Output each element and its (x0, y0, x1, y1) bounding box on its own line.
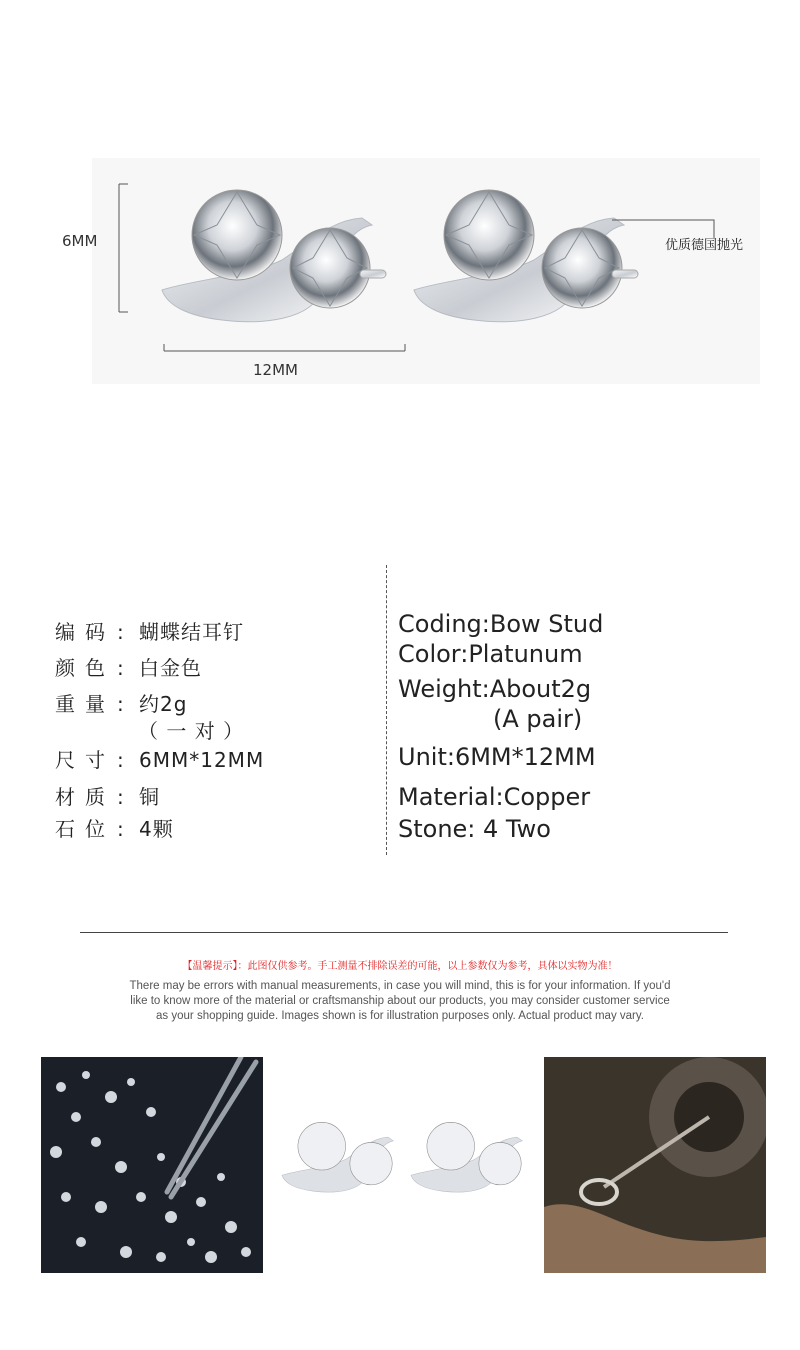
spec-cn-material: 材质 : 铜 (55, 785, 160, 809)
spec-en-material: Material:Copper (398, 783, 591, 811)
spec-cn-coding: 编码 : 蝴蝶结耳钉 (55, 620, 244, 644)
loose-diamonds-photo (41, 1057, 263, 1273)
spec-en-coding: Coding:Bow Stud (398, 610, 604, 638)
earrings-pair-photo (276, 1057, 531, 1273)
earring-left (162, 190, 386, 322)
notice-en-line-1: There may be errors with manual measurements, in case you will mind, this is for your information. If you'd (129, 980, 671, 992)
notice-en-line-3: as your shopping guide. Images shown is for illustration purposes only. Actual product may vary. (156, 1010, 644, 1022)
bow-earrings-illustration (92, 158, 760, 384)
spec-cn-stone: 石位 : 4颗 (55, 817, 174, 841)
spec-en-weight-note: (A pair) (493, 705, 583, 733)
spec-cn-weight: 重量 : 约2g (55, 692, 188, 716)
height-dimension-line (119, 184, 128, 312)
spec-cn-size: 尺寸 : 6MM*12MM (55, 748, 265, 772)
spec-en-unit: Unit:6MM*12MM (398, 743, 596, 771)
product-hero-image (92, 158, 760, 384)
notice-cn: 【温馨提示】：此图仅供参考。手工测量不排除误差的可能，以上参数仅为参考，具体以实物为准！ (182, 961, 618, 972)
spec-divider (386, 565, 387, 855)
spec-cn-weight-note: （ 一 对 ） (138, 719, 245, 743)
earring-right (414, 190, 638, 322)
spec-en-weight: Weight:About2g (398, 675, 592, 703)
spec-en-color: Color:Platunum (398, 640, 583, 668)
width-label: 12MM (253, 361, 298, 379)
spec-en-stone: Stone: 4 Two (398, 815, 551, 843)
section-divider (80, 932, 728, 933)
height-label: 6MM (62, 232, 98, 250)
width-dimension-line (164, 344, 405, 351)
notice-en-line-2: like to know more of the material or craftsmanship about our products, you may consider customer service (130, 995, 670, 1007)
polish-callout-label: 优质德国抛光 (665, 238, 744, 253)
craftsmanship-polishing-photo (544, 1057, 766, 1273)
spec-cn-color: 颜色 : 白金色 (55, 656, 202, 680)
